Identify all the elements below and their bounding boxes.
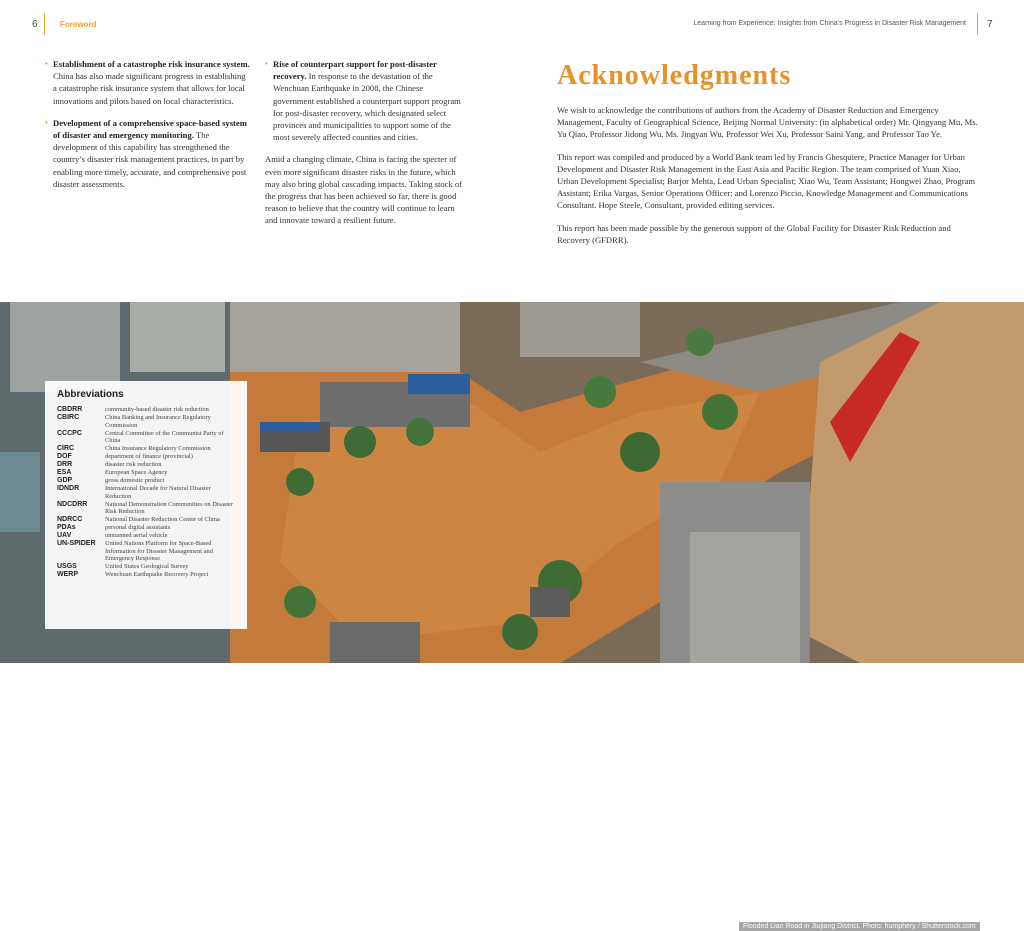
bullet-icon: • [45,59,48,68]
abbreviation-row [57,453,237,461]
abbreviation-key: USGS [57,563,77,571]
abbreviation-row [57,445,237,453]
abbreviation-key: CIRC [57,445,75,453]
abbreviations-box [45,381,247,629]
bullet-text: In response to the devastation of the Wenchuan Earthquake in 2008, the Chinese government established a counterpart support program for post-disaster recovery, which designated select provinces and municipalities to support some of the most severely affected counties and cities. [273,71,461,143]
bullet-text: The development of this capability has strengthened the country’s disaster risk management practices, in part by enabling more timely, accurate, and comprehensive post disaster assessments. [53,130,247,189]
abbreviation-value: National Demonstration Communities on Disaster Risk Reduction [105,500,234,516]
abbreviation-value: United States Geological Survey [105,563,189,571]
abbreviation-key: WERP [57,571,78,579]
acknowledgments-paragraph: This report has been made possible by the generous support of the Global Facility for Disaster Risk Reduction and Recovery (GFDRR). [557,222,951,245]
abbreviation-key: ESA [57,469,72,477]
left-page-number: 6 [32,19,38,30]
abbreviation-value: China Banking and Insurance Regulatory Commission [105,413,211,429]
bullet-item [265,58,465,143]
foreword-column-1 [45,58,250,200]
abbreviation-key: GDP [57,477,73,485]
abbreviation-row [57,501,237,516]
page-header [0,0,1024,40]
abbreviation-row [57,461,237,469]
abbreviation-value: department of finance (provincial) [105,453,193,461]
abbreviation-row [57,563,237,571]
abbreviation-value: unmanned aerial vehicle [105,532,168,540]
bullet-title: Rise of counterpart support for post-disaster recovery. [273,59,437,82]
bullet-icon: • [265,59,268,68]
abbreviation-value: International Decade for Natural Disaster Reduction [105,485,211,500]
abbreviation-row [57,406,237,414]
abbreviation-key: DRR [57,461,73,469]
abbreviation-key: UN-SPIDER [57,540,96,548]
bullet-title: Establishment of a catastrophe risk insurance system. [53,59,250,69]
acknowledgments-paragraph: This report was compiled and produced by a World Bank team led by Francis Ghesquiere, Practice Manager for Urban Development and Disaster Risk Management in the East Asia and Pacific Region. The team comprised of Yuan Xiao, Urban Development Specialist; Barjor Mehta, Lead Urban Specialist; Xiao Wu, Team Assistant; Hongwei Zhao, Program Assistant; Erika Vargas, Senior Operations Officer; and Lorenzo Piccio, Knowledge Management and Communications Consultant. Hope Steele, Consultant, provided editing services. [557,151,976,211]
abbreviation-key: NDRCC [57,516,83,524]
acknowledgments-body [557,104,982,256]
abbreviation-key: CBDRR [57,406,83,413]
foreword-column-2 [265,58,465,237]
abbreviation-row [57,532,237,540]
abbreviation-value: personal digital assistants [105,524,171,532]
abbreviation-value: China Insurance Regulatory Commission [105,445,211,453]
bullet-item [45,117,250,190]
acknowledgments-title: Acknowledgments [557,60,792,91]
abbreviation-key: IDNDR [57,485,80,493]
header-divider-right [977,13,978,35]
abbreviation-value: Central Committee of the Communist Party of China [105,429,224,445]
abbreviation-row [57,516,237,524]
photo-caption: Flooded Lian Road in Jiujiang District. Photo: humphery / Shutterstock.com [739,922,980,931]
abbreviation-key: CBIRC [57,413,80,421]
right-page-number: 7 [987,19,993,30]
bullet-title: Development of a comprehensive space-based system of disaster and emergency monitoring. [53,117,247,141]
abbreviation-value: disaster risk reduction [105,461,162,469]
abbreviation-row [57,430,237,445]
abbreviation-row [57,485,237,500]
abbreviation-value: European Space Agency [105,469,168,477]
abbreviation-row [57,571,237,579]
header-divider-left [44,13,45,35]
section-label: Foreword [60,20,97,29]
abbreviation-row [57,524,237,532]
abbreviation-value: United Nations Platform for Space-Based Information for Disaster Management and Emergency Response [105,540,213,563]
abbreviation-row [57,469,237,477]
abbreviation-value: gross domestic product [105,477,165,485]
abbreviation-value: Wenchuan Earthquake Recovery Project [105,571,209,579]
running-title: Learning from Experience: Insights from China’s Progress in Disaster Risk Management [693,20,966,27]
bullet-text: China has also made significant progress in establishing a catastrophe risk insurance system that allows for local innovations and pilots based on local characteristics. [53,71,246,106]
abbreviations-heading: Abbreviations [57,389,124,400]
abbreviation-key: NDCDRR [57,500,88,508]
abbreviation-key: UAV [57,532,72,540]
closing-paragraph: Amid a changing climate, China is facing the specter of even more significant disaster risks in the future, which may also bring global cascading impacts. Taking stock of the progress that has been achieved so far, there is good reason to believe that the country will continue to learn and innovate toward a resilient future. [265,154,463,226]
abbreviation-key: CCCPC [57,429,82,437]
abbreviation-row [57,540,237,563]
bullet-item [45,58,250,107]
abbreviation-key: DOF [57,453,72,461]
acknowledgments-paragraph: We wish to acknowledge the contributions of authors from the Academy of Disaster Reduction and Emergency Management, Faculty of Geographical Science, Beijing Normal University: (in alphabetical order) Mr. Qingyang Mu, Ms. Yu Qiao, Professor Jidong Wu, Ms. Jingyan Wu, Professor Wei Xu, Professor Saini Yang, and Professor Tao Ye. [557,105,978,140]
abbreviation-row [57,414,237,429]
bullet-icon: • [45,117,48,127]
abbreviation-value: community-based disaster risk reduction [105,406,209,413]
abbreviation-row [57,477,237,485]
abbreviation-key: PDAs [57,524,76,532]
abbreviation-value: National Disaster Reduction Center of China [105,516,220,524]
